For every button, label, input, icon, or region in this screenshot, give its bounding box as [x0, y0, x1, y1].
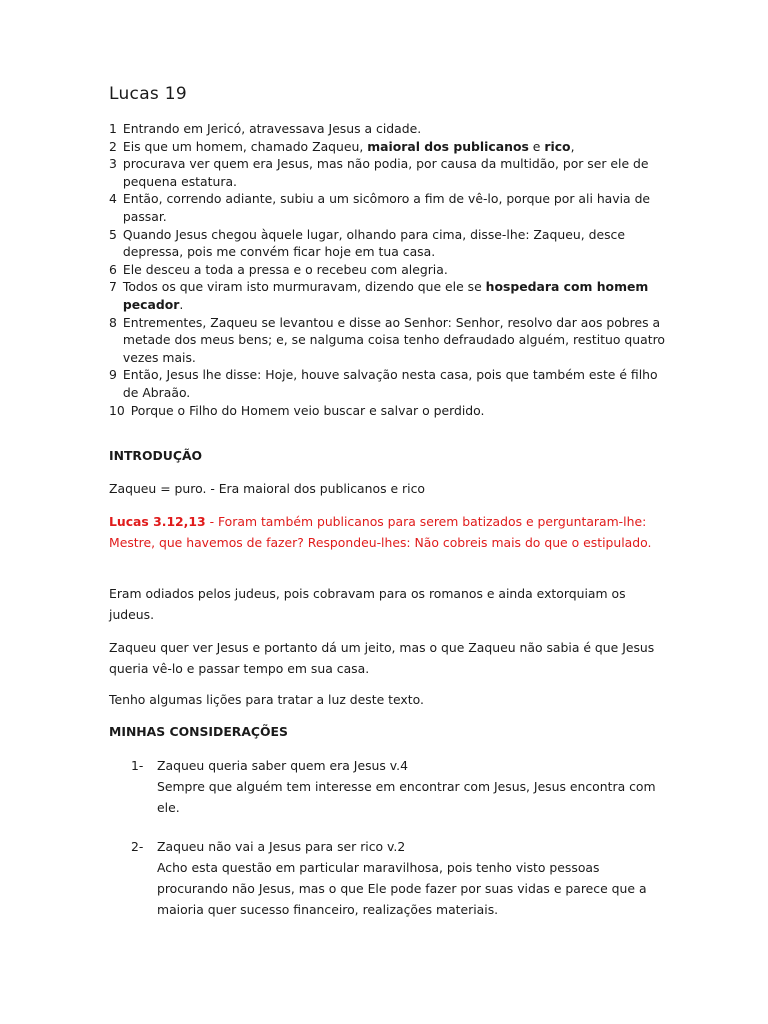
document-title: Lucas 19 — [109, 84, 188, 104]
reference-text: - Foram também publicanos para serem batizados e perguntaram-lhe: Mestre, que havemos de fazer? Respondeu-lhes: Não cobreis mais do que o estipulado. — [109, 514, 652, 550]
list-number: 1- — [131, 758, 144, 773]
verse-text: procurava ver quem era Jesus, mas não podia, por causa da multidão, por ser ele de pequena estatura. — [122, 156, 649, 189]
list-item-title: Zaqueu não vai a Jesus para ser rico v.2 — [157, 839, 406, 854]
list-number: 2- — [131, 839, 144, 854]
verse-number: 9 — [109, 367, 117, 383]
verse-number: 10 — [109, 402, 125, 418]
paragraph: Eram odiados pelos judeus, pois cobravam para os romanos e ainda extorquiam os judeus. — [109, 586, 626, 622]
verse — [109, 120, 669, 138]
list-item — [131, 755, 671, 818]
verse-text: Quando Jesus chegou àquele lugar, olhando para cima, disse-lhe: Zaqueu, desce depressa, pois me convém ficar hoje em tua casa. — [122, 226, 625, 260]
considerations-heading: MINHAS CONSIDERAÇÕES — [109, 724, 288, 739]
verse-number: 2 — [109, 138, 117, 154]
verse-text: Entrementes, Zaqueu se levantou e disse ao Senhor: Senhor, resolvo dar aos pobres a metade dos meus bens; e, se nalguma coisa tenho defraudado alguém, restituo quatro vezes mais. — [122, 314, 665, 365]
list-item-body: Acho esta questão em particular maravilhosa, pois tenho visto pessoas procurando não Jesus, mas o que Ele pode fazer por suas vidas e parece que a maioria quer sucesso financeiro, realizações materiais. — [157, 860, 647, 917]
verse-number: 8 — [109, 314, 117, 330]
verse-number: 4 — [109, 191, 117, 207]
reference-label: Lucas 3.12,13 — [109, 514, 206, 529]
verse-number: 7 — [109, 279, 117, 295]
verse-text: Todos os que viram isto murmuravam, dizendo que ele se hospedara com homem pecador. — [122, 279, 649, 312]
paragraph: Tenho algumas lições para tratar a luz deste texto. — [109, 692, 424, 707]
verse — [109, 314, 669, 367]
list-item-title: Zaqueu queria saber quem era Jesus v.4 — [157, 758, 408, 773]
verse-text: Então, Jesus lhe disse: Hoje, houve salvação nesta casa, pois que também este é filho de Abraão. — [122, 367, 658, 400]
verse-number: 3 — [109, 156, 117, 172]
bible-reference-block — [109, 511, 669, 553]
verse — [109, 138, 669, 156]
verse — [109, 402, 669, 420]
verse — [109, 261, 669, 279]
verse-text: Porque o Filho do Homem veio buscar e salvar o perdido. — [130, 402, 485, 418]
verse — [109, 366, 669, 401]
verse-number: 6 — [109, 261, 117, 277]
verse-text: Eis que um homem, chamado Zaqueu, maioral dos publicanos e rico, — [122, 138, 575, 154]
verse-number: 1 — [109, 121, 117, 136]
verse-list — [109, 120, 669, 419]
intro-line: Zaqueu = puro. - Era maioral dos publicanos e rico — [109, 481, 425, 496]
paragraph: Zaqueu quer ver Jesus e portanto dá um jeito, mas o que Zaqueu não sabia é que Jesus queria vê-lo e passar tempo em sua casa. — [109, 640, 655, 676]
verse-text: Entrando em Jericó, atravessava Jesus a cidade. — [122, 121, 422, 136]
verse-number: 5 — [109, 226, 117, 242]
intro-heading: INTRODUÇÃO — [109, 448, 203, 463]
verse — [109, 190, 669, 225]
list-item — [131, 836, 671, 920]
list-item-body: Sempre que alguém tem interesse em encontrar com Jesus, Jesus encontra com ele. — [157, 779, 656, 815]
verse — [109, 155, 669, 190]
verse-text: Então, correndo adiante, subiu a um sicômoro a fim de vê-lo, porque por ali havia de passar. — [122, 191, 651, 224]
verse — [109, 226, 669, 261]
verse-text: Ele desceu a toda a pressa e o recebeu com alegria. — [122, 261, 448, 277]
verse — [109, 278, 669, 313]
